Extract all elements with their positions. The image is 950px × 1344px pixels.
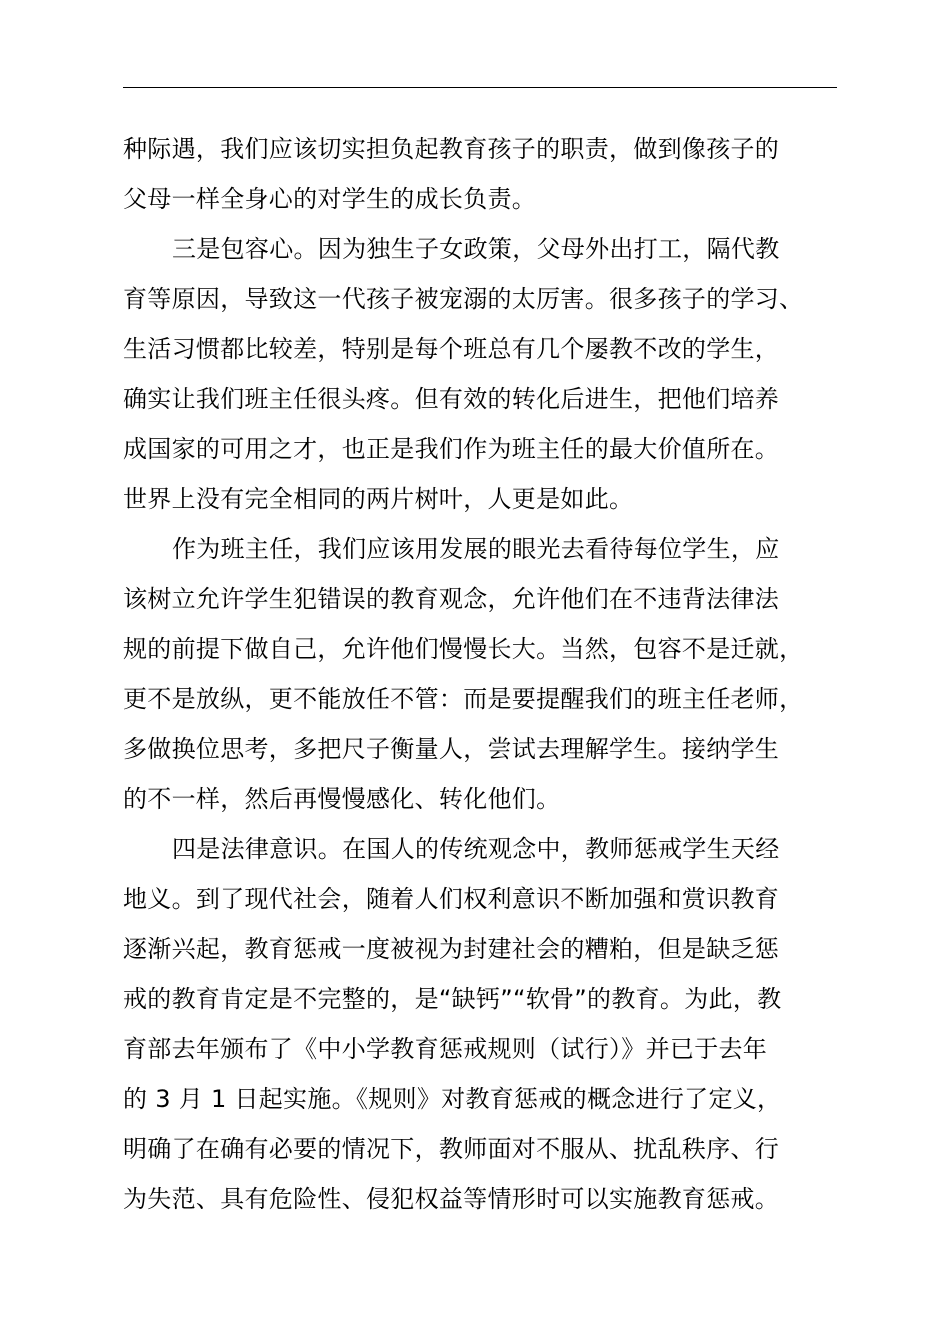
text-line: 规的前提下做自己，允许他们慢慢长大。当然，包容不是迁就，	[123, 635, 804, 663]
text-line: 生活习惯都比较差，特别是每个班总有几个屡教不改的学生，	[123, 335, 780, 363]
text-line: 戒的教育肯定是不完整的，是“缺钙”“软骨”的教育。为此，教	[123, 985, 782, 1013]
paragraph-start-line: 作为班主任，我们应该用发展的眼光去看待每位学生，应	[172, 535, 780, 563]
text-line: 为失范、具有危险性、侵犯权益等情形时可以实施教育惩戒。	[123, 1185, 780, 1213]
text-line: 逐渐兴起，教育惩戒一度被视为封建社会的糟粕，但是缺乏惩	[123, 935, 780, 963]
body-text	[123, 124, 859, 1224]
text-line: 的 3 月 1 日起实施。《规则》对教育惩戒的概念进行了定义，	[123, 1085, 782, 1113]
text-line: 地义。到了现代社会，随着人们权利意识不断加强和赏识教育	[123, 885, 780, 913]
text-line: 父母一样全身心的对学生的成长负责。	[123, 185, 537, 213]
text-line: 该树立允许学生犯错误的教育观念，允许他们在不违背法律法	[123, 585, 780, 613]
text-line: 的不一样，然后再慢慢感化、转化他们。	[123, 785, 561, 813]
text-line: 种际遇，我们应该切实担负起教育孩子的职责，做到像孩子的	[123, 135, 780, 163]
text-line: 确实让我们班主任很头疼。但有效的转化后进生，把他们培养	[123, 385, 780, 413]
paragraph-start-line: 四是法律意识。在国人的传统观念中，教师惩戒学生天经	[172, 835, 780, 863]
text-line: 育部去年颁布了《中小学教育惩戒规则（试行）》并已于去年	[123, 1035, 768, 1063]
text-line: 世界上没有完全相同的两片树叶，人更是如此。	[123, 485, 634, 513]
text-line: 更不是放纵，更不能放任不管：而是要提醒我们的班主任老师，	[123, 685, 804, 713]
text-line: 明确了在确有必要的情况下，教师面对不服从、扰乱秩序、行	[123, 1135, 780, 1163]
header-rule	[123, 87, 837, 88]
text-line: 育等原因，导致这一代孩子被宠溺的太厉害。很多孩子的学习、	[123, 285, 804, 313]
text-line: 成国家的可用之才，也正是我们作为班主任的最大价值所在。	[123, 435, 780, 463]
text-line: 多做换位思考，多把尺子衡量人，尝试去理解学生。接纳学生	[123, 735, 780, 763]
paragraph-start-line: 三是包容心。因为独生子女政策，父母外出打工，隔代教	[172, 235, 780, 263]
